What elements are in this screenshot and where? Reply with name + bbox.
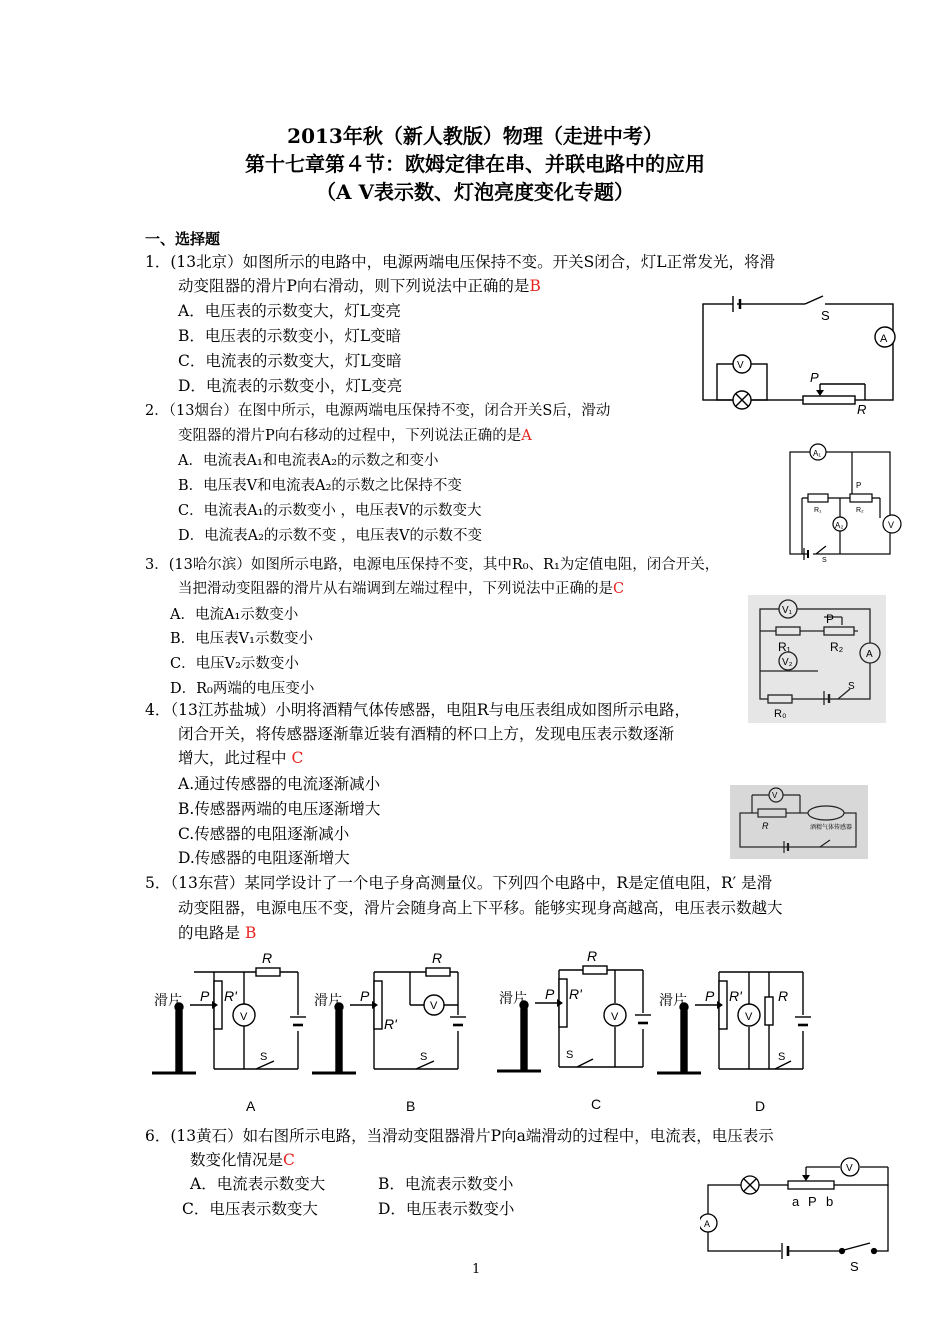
q5-line-1: 5．（13东营）某同学设计了一个电子身高测量仪。下列四个电路中，R是定值电阻，R′ 是滑 <box>145 874 773 892</box>
q2-line-2: 变阻器的滑片P向右移动的过程中，下列说法正确的是A <box>178 428 532 444</box>
q6-line-2: 数变化情况是C <box>190 1151 295 1169</box>
q5b-slider-label: 滑片 <box>314 992 342 1008</box>
q3-voltmeter2-label: V₂ <box>782 657 793 668</box>
section-heading: 一、选择题 <box>145 230 221 248</box>
q5-figure-a-label: A <box>246 1098 256 1114</box>
title-line-3: （A V表示数、灯泡亮度变化专题） <box>316 180 634 204</box>
q3-option-c: C．电压V₂示数变小 <box>170 656 299 672</box>
q5b-label-s: S <box>420 1051 428 1063</box>
q1-option-c: C．电流表的示数变大，灯L变暗 <box>178 352 402 370</box>
q1-line-2: 动变阻器的滑片P向右滑动，则下列说法中正确的是B <box>178 277 541 295</box>
q5d-label-s: S <box>778 1051 786 1063</box>
q3-label-r1: R₁ <box>778 640 791 654</box>
q5c-slider-label: 滑片 <box>499 990 527 1006</box>
q5a-label-p: P <box>200 988 210 1004</box>
q6-line-1: 6．(13黄石）如右图所示电路，当滑动变阻器滑片P向a端滑动的过程中，电流表，电压表示 <box>145 1127 774 1145</box>
q1-option-a: A．电压表的示数变大，灯L变亮 <box>178 302 401 320</box>
q2-answer: A <box>521 428 532 444</box>
q6-label-b: b <box>826 1194 834 1209</box>
q3-label-p: P <box>826 612 835 626</box>
q5-line-2: 动变阻器，电源电压不变，滑片会随身高上下平移。能够实现身高越高，电压表示数越大 <box>178 899 783 917</box>
q1-option-d: D．电流表的示数变小，灯L变亮 <box>178 377 403 395</box>
q4-label-r: R <box>762 821 769 831</box>
q4-option-d: D.传感器的电阻逐渐增大 <box>178 849 350 867</box>
q3-option-a: A．电流A₁示数变小 <box>170 607 299 623</box>
title-line-1: 2013年秋（新人教版）物理（走进中考） <box>287 124 663 148</box>
q3-line-2: 当把滑动变阻器的滑片从右端调到左端过程中，下列说法中正确的是C <box>178 581 625 597</box>
q5a-slider-label: 滑片 <box>154 992 182 1008</box>
q2-circuit-diagram <box>780 438 905 563</box>
q6-label-p: P <box>808 1194 817 1209</box>
q3-voltmeter1-label: V₁ <box>782 605 793 616</box>
q5b-label-p: P <box>360 988 370 1004</box>
q6-voltmeter-label: V <box>846 1163 853 1174</box>
q2-line-1: 2．（13烟台）在图中所示，电源两端电压保持不变，闭合开关S后，滑动 <box>145 403 611 419</box>
q4-option-a: A.通过传感器的电流逐渐减小 <box>178 775 381 793</box>
q1-line-1: 1．(13北京）如图所示的电路中，电源两端电压保持不变。开关S闭合，灯L正常发光，将滑 <box>145 253 776 271</box>
q5c-label-rprime: R' <box>569 986 582 1002</box>
q5-circuit-c <box>497 966 651 1071</box>
q4-option-b: B.传感器两端的电压逐渐增大 <box>178 800 381 818</box>
q6-option-b: B．电流表示数变小 <box>378 1175 514 1193</box>
q5a-label-rprime: R' <box>224 988 237 1004</box>
q1-label-r: R <box>857 402 867 414</box>
q1-option-b: B．电压表的示数变小，灯L变暗 <box>178 327 402 345</box>
q2-option-c: C．电流表A₁的示数变小 ，电压表V的示数变大 <box>178 503 482 519</box>
q4-option-c: C.传感器的电阻逐渐减小 <box>178 825 350 843</box>
q1-label-p: P <box>810 370 819 385</box>
q3-circuit-diagram <box>748 595 886 723</box>
q5a-voltmeter-label: V <box>240 1011 248 1023</box>
q5a-label-s: S <box>260 1051 268 1063</box>
q5c-label-p: P <box>545 986 555 1002</box>
q4-line-3: 增大，此过程中 C <box>178 749 304 767</box>
q5-answer: B <box>244 924 257 942</box>
q5d-label-p: P <box>705 988 715 1004</box>
q3-label-s: S <box>848 681 855 692</box>
q5d-slider-label: 滑片 <box>659 992 687 1008</box>
q4-circuit-diagram <box>730 785 868 859</box>
q5d-label-rprime: R' <box>729 988 742 1004</box>
q5d-voltmeter-label: V <box>745 1011 753 1023</box>
q5c-label-s: S <box>566 1049 574 1061</box>
q1-voltmeter-label: V <box>737 360 744 371</box>
q6-label-s: S <box>850 1259 859 1274</box>
q5c-voltmeter-label: V <box>611 1011 619 1023</box>
q2-ammeter2-label: A₂ <box>835 521 844 530</box>
q5a-label-r: R <box>262 950 273 966</box>
q5b-label-r: R <box>432 950 443 966</box>
q3-ammeter-label: A <box>866 649 873 660</box>
q2-label-r1: R₁ <box>814 507 822 514</box>
q5b-label-rprime: R' <box>384 1016 397 1032</box>
q3-line-1: 3．(13哈尔滨）如图所示电路，电源电压保持不变，其中R₀、R₁为定值电阻，闭合开关， <box>145 557 720 573</box>
q2-voltmeter-label: V <box>888 520 895 530</box>
q3-option-d: D．R₀两端的电压变小 <box>170 681 315 697</box>
q2-option-a: A．电流表A₁和电流表A₂的示数之和变小 <box>178 453 439 469</box>
q1-label-s: S <box>821 308 830 323</box>
q2-ammeter1-label: A₁ <box>813 449 822 458</box>
page-number: 1 <box>472 1262 481 1277</box>
q4-answer: C <box>291 749 304 767</box>
q6-answer: C <box>283 1151 295 1169</box>
q6-option-c: C．电压表示数变大 <box>182 1200 318 1218</box>
q4-sensor-label: 酒精气体传感器 <box>810 825 853 831</box>
q3-answer: C <box>613 581 625 597</box>
q5-circuit-a <box>152 968 306 1073</box>
q3-label-r2: R₂ <box>830 640 844 654</box>
q5-circuit-diagrams <box>150 945 820 1120</box>
q1-circuit-diagram <box>695 292 910 414</box>
q6-ammeter-label: A <box>704 1219 711 1229</box>
q3-option-b: B．电压表V₁示数变小 <box>170 631 313 647</box>
q6-label-a: a <box>792 1194 800 1209</box>
q4-line-1: 4．（13江苏盐城）小明将酒精气体传感器，电阻R与电压表组成如图所示电路， <box>145 701 691 719</box>
q5b-voltmeter-label: V <box>430 1000 438 1012</box>
q4-voltmeter-label: V <box>772 791 778 800</box>
q5c-label-r: R <box>587 948 598 964</box>
q3-label-r0: R₀ <box>774 708 787 720</box>
q2-option-d: D．电流表A₂的示数不变 ，电压表V的示数不变 <box>178 528 482 544</box>
q1-ammeter-label: A <box>880 333 888 345</box>
q5-line-3: 的电路是 B <box>178 924 257 942</box>
q2-label-p: P <box>856 481 862 490</box>
q5d-label-r: R <box>778 988 789 1004</box>
q5-figure-d-label: D <box>755 1098 766 1114</box>
q5-figure-b-label: B <box>406 1098 416 1114</box>
title-line-2: 第十七章第４节：欧姆定律在串、并联电路中的应用 <box>245 152 705 176</box>
q4-line-2: 闭合开关，将传感器逐渐靠近装有酒精的杯口上方，发现电压表示数逐渐 <box>178 725 675 743</box>
q1-answer: B <box>529 277 541 295</box>
q6-option-d: D．电压表示数变小 <box>378 1200 515 1218</box>
q5-figure-c-label: C <box>591 1096 602 1112</box>
q2-label-r2: R₂ <box>856 507 864 514</box>
q2-option-b: B．电压表V和电流表A₂的示数之比保持不变 <box>178 478 462 494</box>
q6-circuit-diagram <box>700 1155 900 1275</box>
q6-option-a: A．电流表示数变大 <box>190 1175 326 1193</box>
q2-label-s: S <box>822 557 827 563</box>
